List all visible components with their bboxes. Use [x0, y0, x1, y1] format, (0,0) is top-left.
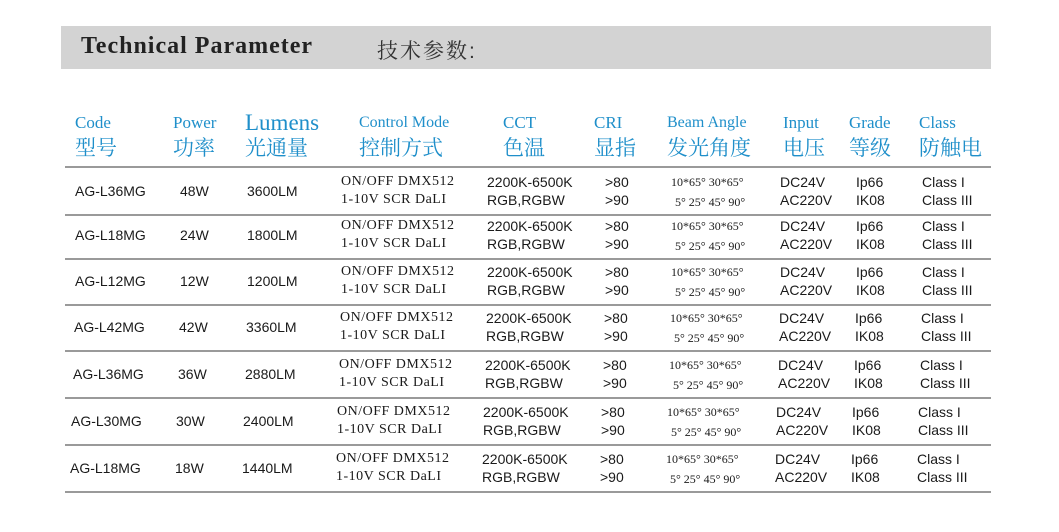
- cell-cri-line-1: >80: [605, 264, 629, 280]
- header-cct: CCT 色温: [503, 113, 545, 160]
- cell-beam-angle-line-1: 10*65° 30*65°: [666, 452, 739, 466]
- cell-grade-line-1: Ip66: [856, 264, 884, 280]
- cell-class-line-1: Class I: [922, 264, 965, 280]
- cell-class-line-2: Class III: [918, 422, 969, 438]
- cell-class: [922, 217, 973, 253]
- cell-class: [922, 263, 973, 299]
- cell-class-line-2: Class III: [922, 236, 973, 252]
- cell-cri: [605, 173, 629, 209]
- cell-input-line-1: DC24V: [778, 357, 824, 373]
- cell-input: [780, 217, 832, 253]
- cell-input-line-1: DC24V: [779, 310, 825, 326]
- cell-input: [775, 450, 827, 486]
- cell-cri-line-1: >80: [605, 174, 629, 190]
- cell-input: [776, 403, 828, 439]
- cell-beam-angle-line-1: 10*65° 30*65°: [671, 175, 744, 189]
- cell-input: [780, 173, 832, 209]
- cell-cri: [601, 403, 625, 439]
- cell-cct-line-1: 2200K-6500K: [483, 404, 569, 420]
- cell-class: [922, 173, 973, 209]
- cell-beam-angle: [671, 173, 745, 211]
- cell-beam-angle: [667, 403, 741, 441]
- title-bar: [61, 26, 991, 69]
- cell-input-line-2: AC220V: [780, 192, 833, 208]
- cell-beam-angle: [666, 450, 740, 488]
- cell-class: [918, 403, 969, 439]
- header-class: Class 防触电: [919, 113, 982, 160]
- cell-cct: [485, 356, 571, 392]
- cell-control-mode: [341, 217, 454, 253]
- cell-beam-angle: [670, 309, 744, 347]
- cell-lumens: 1200LM: [247, 273, 298, 289]
- cell-input-line-2: AC220V: [779, 328, 832, 344]
- cell-class: [920, 356, 971, 392]
- cell-grade-line-2: IK08: [856, 236, 885, 252]
- cell-lumens: 2400LM: [243, 413, 294, 429]
- cell-code: AG-L18MG: [75, 227, 146, 243]
- cell-control-mode: [340, 309, 453, 345]
- header-cri: CRI 显指: [594, 113, 636, 160]
- cell-grade-line-2: IK08: [852, 422, 881, 438]
- cell-cct-line-1: 2200K-6500K: [487, 174, 573, 190]
- cell-beam-angle-line-2: 5° 25° 45° 90°: [675, 195, 746, 209]
- cell-grade: [855, 309, 884, 345]
- cell-control-mode-line-2: 1-10V SCR DaLI: [341, 236, 447, 251]
- cell-beam-angle-line-2: 5° 25° 45° 90°: [673, 378, 744, 392]
- cell-grade-line-1: Ip66: [852, 404, 880, 420]
- title-chinese: 技术参数:: [377, 40, 477, 63]
- cell-grade-line-1: Ip66: [856, 218, 884, 234]
- cell-class-line-2: Class III: [921, 328, 972, 344]
- cell-code: AG-L36MG: [73, 366, 144, 382]
- cell-lumens: 1800LM: [247, 227, 298, 243]
- cell-control-mode-line-2: 1-10V SCR DaLI: [339, 375, 445, 390]
- cell-power: 30W: [176, 413, 205, 429]
- cell-cct: [487, 217, 573, 253]
- cell-class-line-2: Class III: [920, 375, 971, 391]
- cell-cct-line-2: RGB,RGBW: [483, 422, 561, 438]
- cell-cct-line-1: 2200K-6500K: [486, 310, 572, 326]
- cell-cri-line-2: >90: [605, 236, 629, 252]
- cell-cri-line-2: >90: [605, 282, 629, 298]
- cell-lumens: 2880LM: [245, 366, 296, 382]
- cell-cct: [486, 309, 572, 345]
- cell-beam-angle: [671, 263, 745, 301]
- cell-grade-line-2: IK08: [855, 328, 884, 344]
- cell-code: AG-L12MG: [75, 273, 146, 289]
- cell-code: AG-L18MG: [70, 460, 141, 476]
- cell-beam-angle-line-1: 10*65° 30*65°: [667, 405, 740, 419]
- cell-cri: [600, 450, 624, 486]
- cell-power: 42W: [179, 319, 208, 335]
- cell-cri-line-2: >90: [604, 328, 628, 344]
- cell-input-line-2: AC220V: [776, 422, 829, 438]
- cell-class-line-1: Class I: [921, 310, 964, 326]
- cell-power: 12W: [180, 273, 209, 289]
- cell-class-line-2: Class III: [917, 469, 968, 485]
- cell-cct: [483, 403, 569, 439]
- cell-cct: [482, 450, 568, 486]
- cell-control-mode-line-2: 1-10V SCR DaLI: [341, 282, 447, 297]
- cell-input-line-1: DC24V: [780, 174, 826, 190]
- cell-beam-angle: [671, 217, 745, 255]
- cell-input-line-1: DC24V: [780, 218, 826, 234]
- cell-class-line-1: Class I: [920, 357, 963, 373]
- cell-class: [917, 450, 968, 486]
- cell-beam-angle-line-1: 10*65° 30*65°: [669, 358, 742, 372]
- cell-cri-line-1: >80: [605, 218, 629, 234]
- cell-class-line-2: Class III: [922, 192, 973, 208]
- cell-class-line-1: Class I: [917, 451, 960, 467]
- cell-lumens: 3360LM: [246, 319, 297, 335]
- cell-cct-line-1: 2200K-6500K: [485, 357, 571, 373]
- cell-grade-line-1: Ip66: [856, 174, 884, 190]
- cell-power: 24W: [180, 227, 209, 243]
- cell-control-mode: [336, 450, 449, 486]
- cell-grade-line-2: IK08: [856, 282, 885, 298]
- cell-cct-line-1: 2200K-6500K: [487, 218, 573, 234]
- cell-lumens: 1440LM: [242, 460, 293, 476]
- cell-class-line-1: Class I: [922, 174, 965, 190]
- header-beam-angle: Beam Angle 发光角度: [667, 114, 751, 160]
- header-power: Power 功率: [173, 113, 217, 160]
- cell-cct: [487, 263, 573, 299]
- cell-code: AG-L30MG: [71, 413, 142, 429]
- cell-cct: [487, 173, 573, 209]
- cell-grade-line-2: IK08: [856, 192, 885, 208]
- cell-cct-line-2: RGB,RGBW: [482, 469, 560, 485]
- cell-beam-angle: [669, 356, 743, 394]
- cell-cri-line-1: >80: [601, 404, 625, 420]
- cell-cct-line-2: RGB,RGBW: [485, 375, 563, 391]
- cell-power: 18W: [175, 460, 204, 476]
- header-control-mode: Control Mode 控制方式: [359, 114, 450, 160]
- cell-control-mode-line-1: ON/OFF DMX512: [336, 451, 450, 466]
- cell-cri: [604, 309, 628, 345]
- cell-control-mode-line-1: ON/OFF DMX512: [341, 264, 455, 279]
- header-grade: Grade 等级: [849, 113, 891, 160]
- cell-input-line-1: DC24V: [775, 451, 821, 467]
- cell-grade: [851, 450, 880, 486]
- cell-grade: [852, 403, 881, 439]
- cell-cri-line-2: >90: [605, 192, 629, 208]
- cell-power: 36W: [178, 366, 207, 382]
- cell-grade-line-1: Ip66: [851, 451, 879, 467]
- cell-input-line-2: AC220V: [775, 469, 828, 485]
- cell-control-mode: [341, 263, 454, 299]
- cell-control-mode: [337, 403, 450, 439]
- cell-cct-line-2: RGB,RGBW: [487, 192, 565, 208]
- cell-input: [780, 263, 832, 299]
- cell-cct-line-1: 2200K-6500K: [487, 264, 573, 280]
- cell-class-line-2: Class III: [922, 282, 973, 298]
- cell-beam-angle-line-1: 10*65° 30*65°: [671, 265, 744, 279]
- cell-code: AG-L36MG: [75, 183, 146, 199]
- cell-cct-line-2: RGB,RGBW: [486, 328, 564, 344]
- cell-beam-angle-line-2: 5° 25° 45° 90°: [674, 331, 745, 345]
- cell-control-mode: [341, 173, 454, 209]
- cell-input-line-2: AC220V: [780, 236, 833, 252]
- cell-cct-line-2: RGB,RGBW: [487, 236, 565, 252]
- cell-beam-angle-line-1: 10*65° 30*65°: [671, 219, 744, 233]
- table-row: [65, 166, 991, 216]
- cell-input-line-1: DC24V: [776, 404, 822, 420]
- header-code: Code 型号: [75, 113, 117, 160]
- cell-cri-line-2: >90: [603, 375, 627, 391]
- cell-lumens: 3600LM: [247, 183, 298, 199]
- cell-control-mode: [339, 356, 452, 392]
- cell-grade-line-1: Ip66: [855, 310, 883, 326]
- cell-control-mode-line-1: ON/OFF DMX512: [341, 174, 455, 189]
- table-row: [65, 445, 991, 493]
- cell-input-line-2: AC220V: [778, 375, 831, 391]
- cell-control-mode-line-1: ON/OFF DMX512: [341, 218, 455, 233]
- cell-beam-angle-line-1: 10*65° 30*65°: [670, 311, 743, 325]
- cell-beam-angle-line-2: 5° 25° 45° 90°: [671, 425, 742, 439]
- table-row: [65, 304, 991, 352]
- cell-cri-line-1: >80: [604, 310, 628, 326]
- header-input: Input 电压: [783, 113, 825, 160]
- table-row: [65, 351, 991, 399]
- cell-cri: [605, 217, 629, 253]
- cell-control-mode-line-2: 1-10V SCR DaLI: [341, 192, 447, 207]
- cell-cri-line-1: >80: [603, 357, 627, 373]
- cell-cri-line-2: >90: [600, 469, 624, 485]
- table-row: [65, 398, 991, 446]
- cell-control-mode-line-1: ON/OFF DMX512: [339, 357, 453, 372]
- cell-grade-line-2: IK08: [851, 469, 880, 485]
- cell-control-mode-line-1: ON/OFF DMX512: [337, 404, 451, 419]
- cell-cri: [605, 263, 629, 299]
- cell-control-mode-line-2: 1-10V SCR DaLI: [337, 422, 443, 437]
- cell-grade: [856, 217, 885, 253]
- cell-input-line-1: DC24V: [780, 264, 826, 280]
- table-row: [65, 258, 991, 306]
- cell-cri-line-2: >90: [601, 422, 625, 438]
- cell-power: 48W: [180, 183, 209, 199]
- cell-cct-line-2: RGB,RGBW: [487, 282, 565, 298]
- cell-beam-angle-line-2: 5° 25° 45° 90°: [675, 285, 746, 299]
- table-row: [65, 212, 991, 260]
- cell-class-line-1: Class I: [918, 404, 961, 420]
- cell-control-mode-line-2: 1-10V SCR DaLI: [336, 469, 442, 484]
- cell-control-mode-line-1: ON/OFF DMX512: [340, 310, 454, 325]
- cell-code: AG-L42MG: [74, 319, 145, 335]
- cell-input-line-2: AC220V: [780, 282, 833, 298]
- cell-cct-line-1: 2200K-6500K: [482, 451, 568, 467]
- cell-beam-angle-line-2: 5° 25° 45° 90°: [670, 472, 741, 486]
- cell-grade: [856, 173, 885, 209]
- cell-grade: [856, 263, 885, 299]
- cell-class-line-1: Class I: [922, 218, 965, 234]
- cell-input: [779, 309, 831, 345]
- cell-cri: [603, 356, 627, 392]
- cell-control-mode-line-2: 1-10V SCR DaLI: [340, 328, 446, 343]
- header-lumens: Lumens 光通量: [245, 110, 320, 160]
- cell-grade-line-2: IK08: [854, 375, 883, 391]
- cell-class: [921, 309, 972, 345]
- cell-cri-line-1: >80: [600, 451, 624, 467]
- title-english: Technical Parameter: [81, 33, 314, 59]
- cell-grade: [854, 356, 883, 392]
- cell-input: [778, 356, 830, 392]
- cell-grade-line-1: Ip66: [854, 357, 882, 373]
- cell-beam-angle-line-2: 5° 25° 45° 90°: [675, 239, 746, 253]
